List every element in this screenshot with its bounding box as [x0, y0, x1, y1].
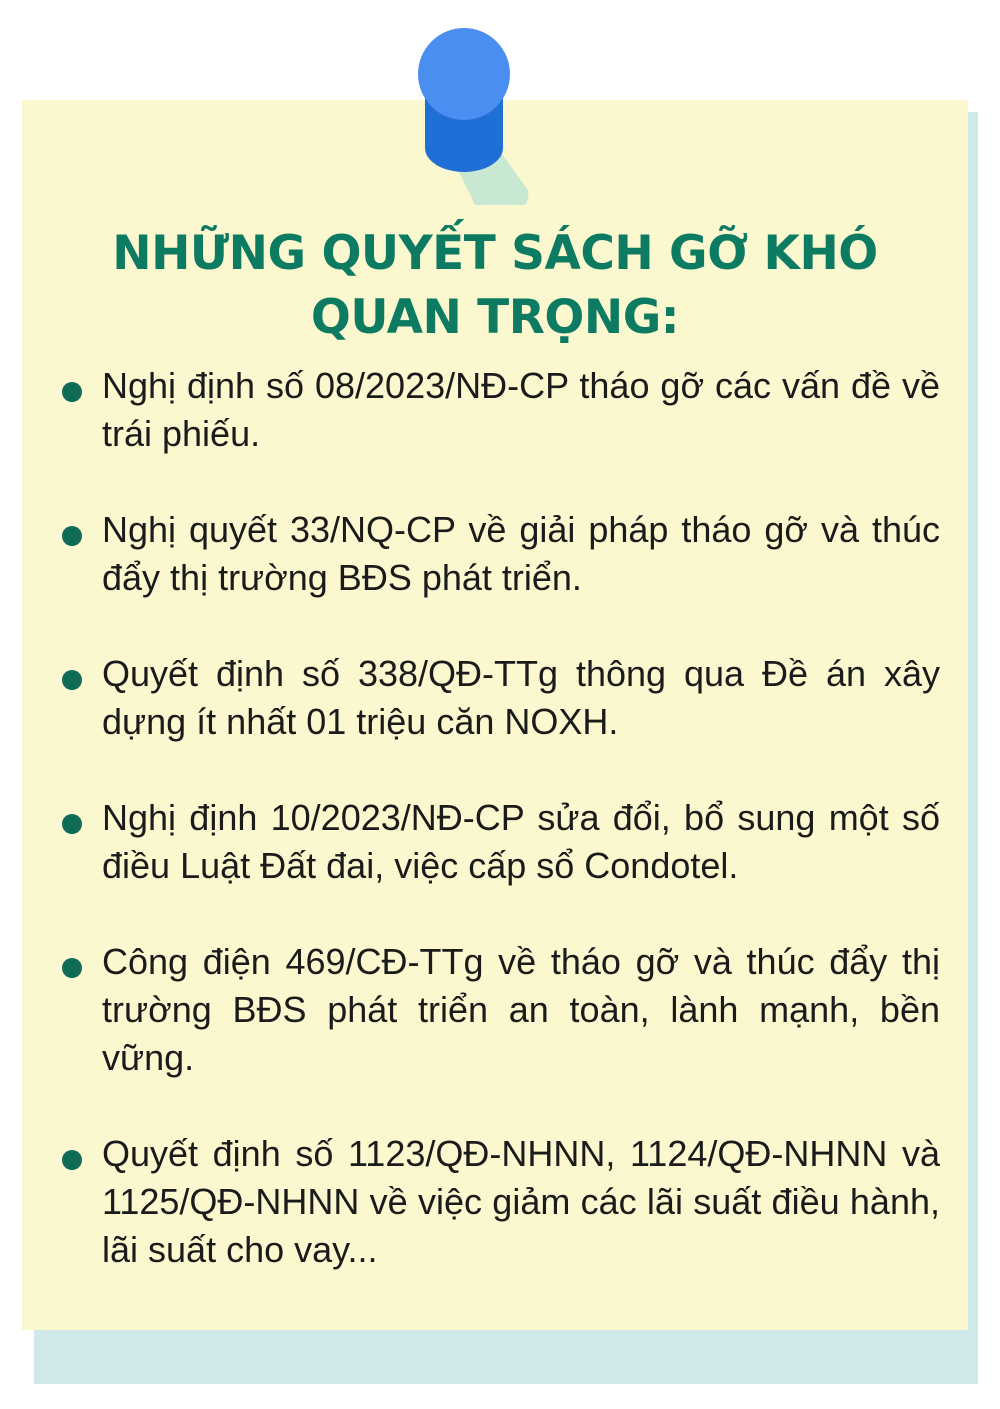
list-item [60, 794, 940, 890]
list-item-text: Nghị định 10/2023/NĐ-CP sửa đổi, bổ sung một số điều Luật Đất đai, việc cấp sổ Condotel. [102, 797, 940, 886]
list-item-text: Quyết định số 1123/QĐ-NHNN, 1124/QĐ-NHNN và 1125/QĐ-NHNN về việc giảm các lãi suất điều hành, lãi suất cho vay... [102, 1133, 940, 1270]
push-pin-icon [400, 20, 540, 205]
list-item [60, 1130, 940, 1274]
bullet-icon [62, 382, 82, 402]
list-item-text: Nghị quyết 33/NQ-CP về giải pháp tháo gỡ và thúc đẩy thị trường BĐS phát triển. [102, 509, 940, 598]
list-item [60, 506, 940, 602]
list-item-text: Nghị định số 08/2023/NĐ-CP tháo gỡ các vấn đề về trái phiếu. [102, 365, 940, 454]
list-item-text: Quyết định số 338/QĐ-TTg thông qua Đề án xây dựng ít nhất 01 triệu căn NOXH. [102, 653, 940, 742]
decision-list [60, 362, 940, 1322]
bullet-icon [62, 814, 82, 834]
bullet-icon [62, 1150, 82, 1170]
list-item [60, 650, 940, 746]
page-title [22, 222, 968, 350]
title-line-1: NHỮNG QUYẾT SÁCH GỠ KHÓ [112, 226, 878, 281]
title-line-2: QUAN TRỌNG: [310, 290, 680, 345]
list-item-text: Công điện 469/CĐ-TTg về tháo gỡ và thúc đẩy thị trường BĐS phát triển an toàn, lành mạnh, bền vững. [102, 941, 940, 1078]
bullet-icon [62, 958, 82, 978]
list-item [60, 938, 940, 1082]
bullet-icon [62, 526, 82, 546]
list-item [60, 362, 940, 458]
bullet-icon [62, 670, 82, 690]
